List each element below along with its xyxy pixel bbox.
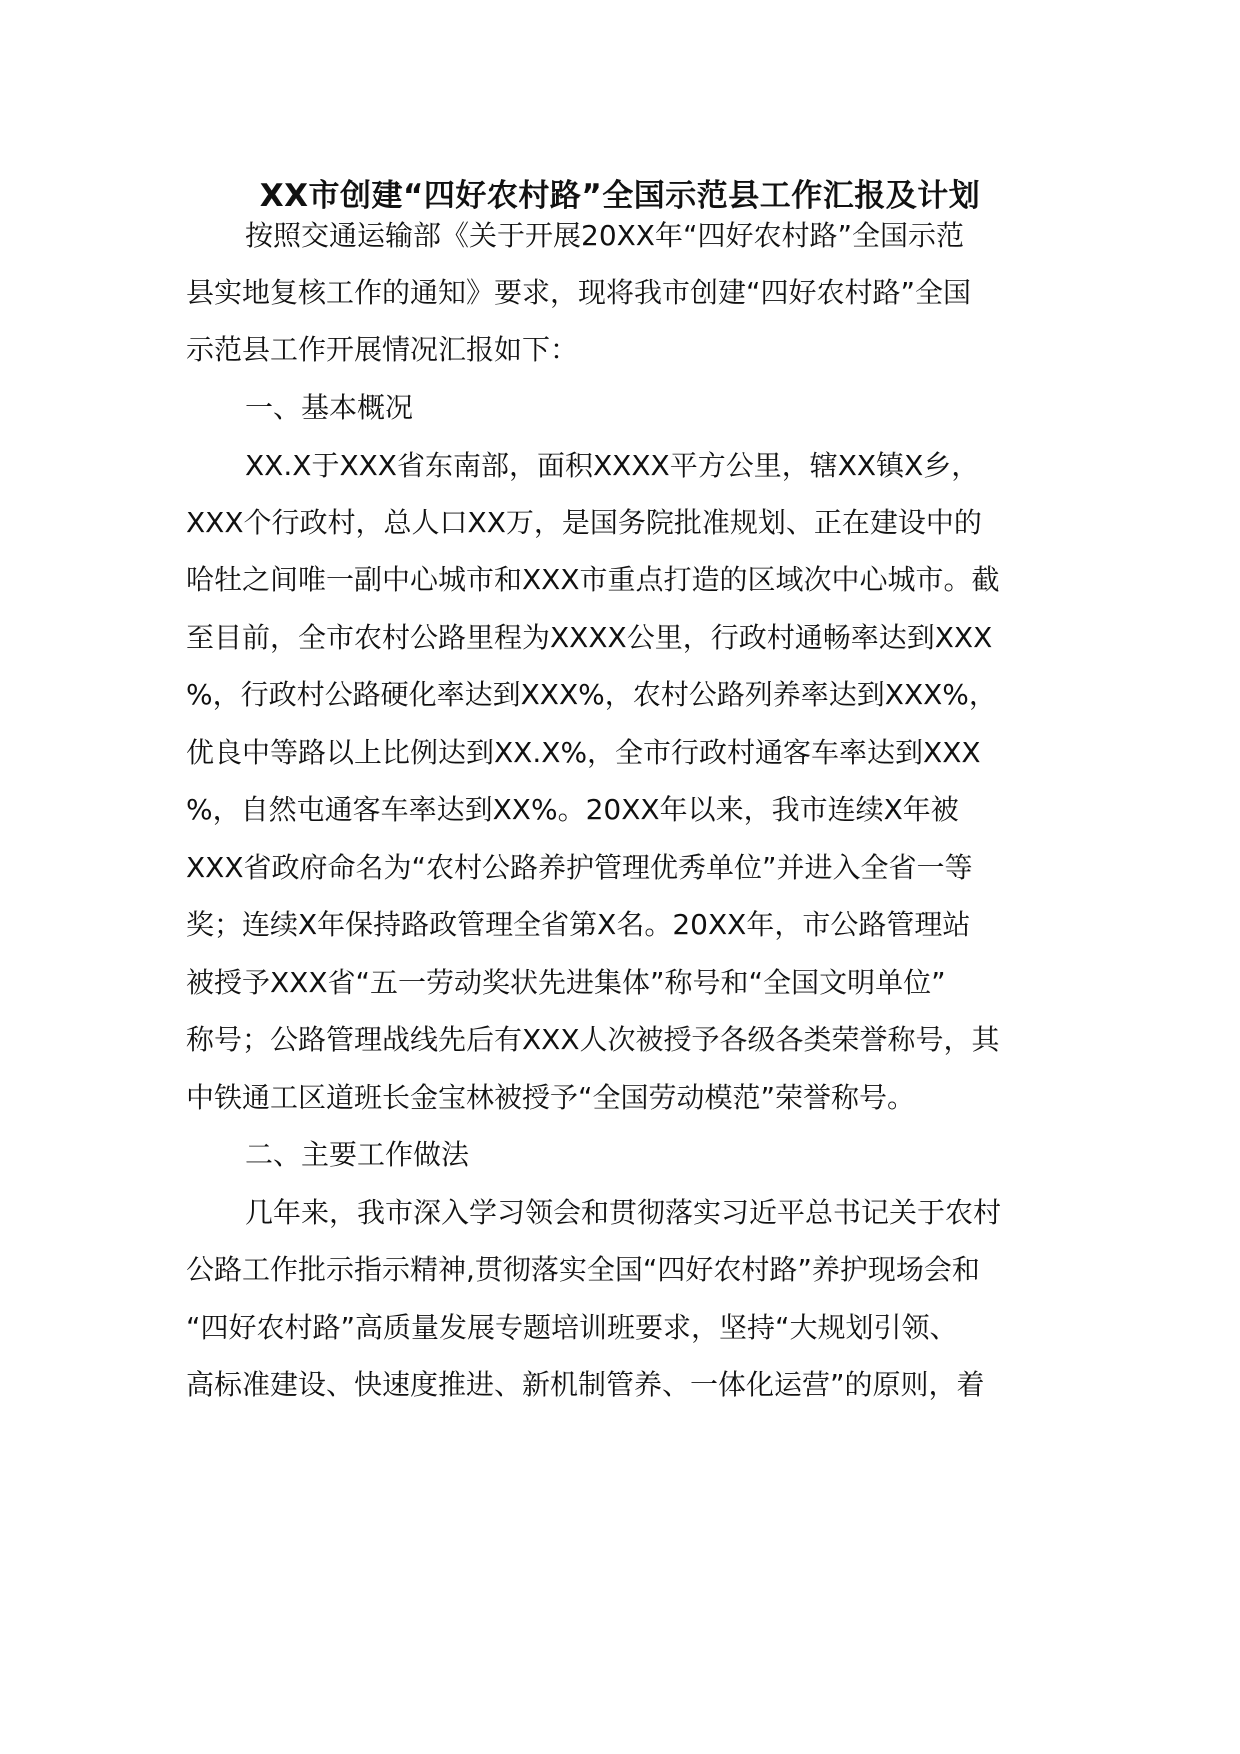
paragraph-line: 示范县工作开展情况汇报如下： [186,333,579,366]
paragraph-line: 至目前，全市农村公路里程为XXXX公里，行政村通畅率达到XXX [186,621,993,654]
paragraph-line: 高标准建设、快速度推进、新机制管养、一体化运营”的原则，着 [186,1368,985,1401]
paragraph-line: XXX省政府命名为“农村公路养护管理优秀单位”并进入全省一等 [186,851,973,884]
paragraph-line: 中铁通工区道班长金宝林被授予“全国劳动模范”荣誉称号。 [186,1081,916,1114]
paragraph-line: 奖；连续X年保持路政管理全省第X名。20XX年，市公路管理站 [186,908,971,941]
paragraph-line: 几年来，我市深入学习领会和贯彻落实习近平总书记关于农村 [245,1196,1002,1229]
section-heading: 一、基本概况 [245,391,414,424]
paragraph-line: 被授予XXX省“五一劳动奖状先进集体”称号和“全国文明单位” [186,966,946,999]
paragraph-line: 称号；公路管理战线先后有XXX人次被授予各级各类荣誉称号，其 [186,1023,1000,1056]
paragraph-line: XX.X于XXX省东南部，面积XXXX平方公里，辖XX镇X乡， [245,449,980,482]
paragraph-line: %，行政村公路硬化率达到XXX%，农村公路列养率达到XXX%， [186,678,997,711]
paragraph-line: 公路工作批示指示精神,贯彻落实全国“四好农村路”养护现场会和 [186,1253,980,1286]
paragraph-line: 哈牡之间唯一副中心城市和XXX市重点打造的区域次中心城市。截 [186,563,1000,596]
paragraph-line: 县实地复核工作的通知》要求，现将我市创建“四好农村路”全国 [186,276,972,309]
paragraph-line: “四好农村路”高质量发展专题培训班要求，坚持“大规划引领、 [186,1311,958,1344]
paragraph-line: 优良中等路以上比例达到XX.X%，全市行政村通客车率达到XXX [186,736,981,769]
section-heading: 二、主要工作做法 [245,1138,470,1171]
document-title: XX市创建“四好农村路”全国示范县工作汇报及计划 [259,178,981,214]
paragraph-line: %，自然屯通客车率达到XX%。20XX年以来，我市连续X年被 [186,793,959,826]
paragraph-line: XXX个行政村，总人口XX万，是国务院批准规划、正在建设中的 [186,506,982,539]
paragraph-line: 按照交通运输部《关于开展20XX年“四好农村路”全国示范 [245,219,965,252]
